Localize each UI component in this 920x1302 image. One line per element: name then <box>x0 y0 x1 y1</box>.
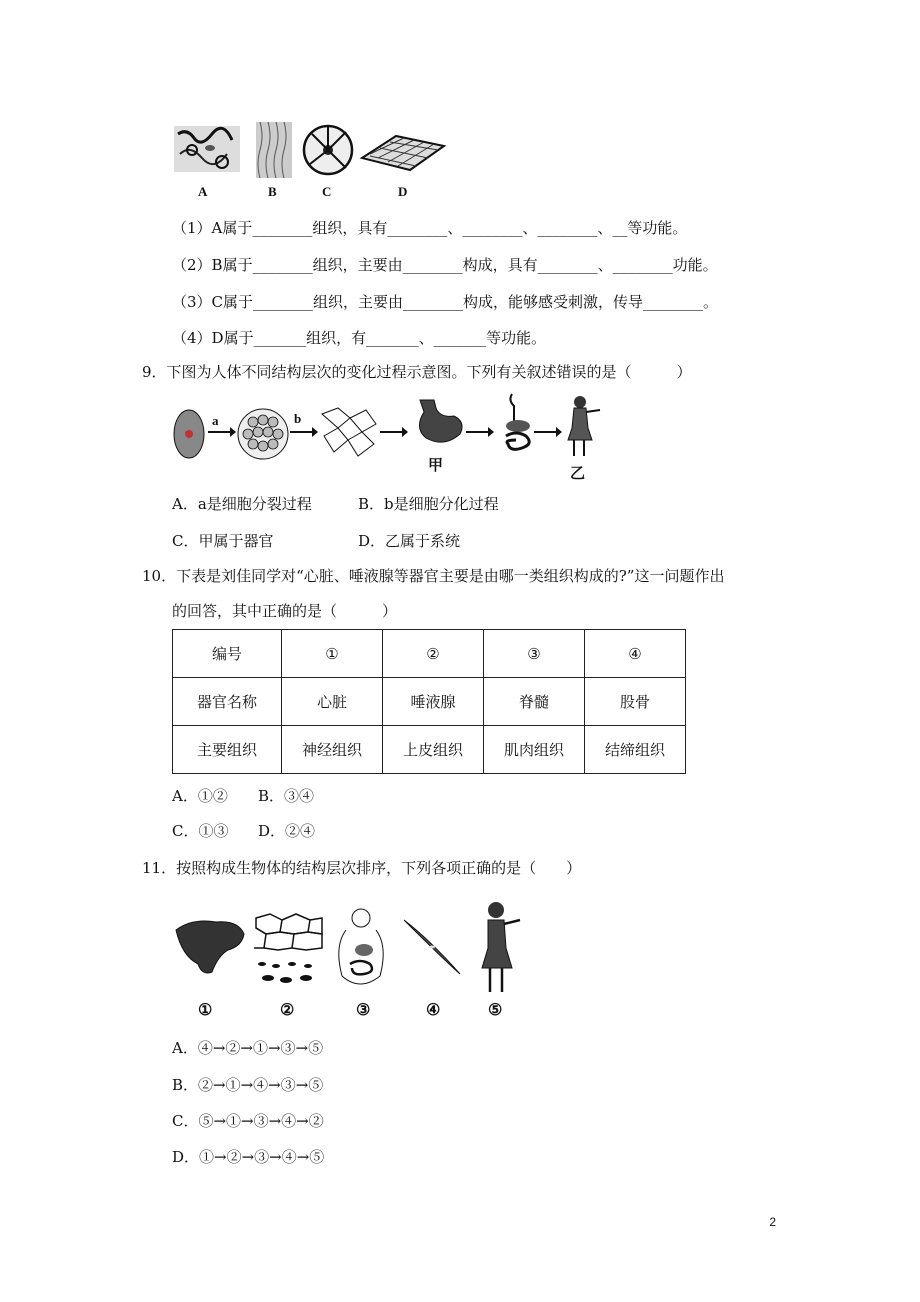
tissue-b-image <box>256 122 292 178</box>
q11-option-d: D．①→②→③→④→⑤ <box>172 1148 325 1166</box>
q8-item-2: （2）B属于________组织，主要由________构成，具有________、________功能。 <box>172 256 718 274</box>
table-cell: ③ <box>484 630 585 678</box>
q9-label-b: b <box>294 411 302 426</box>
stomach-image <box>410 398 466 446</box>
cell-cluster-image <box>236 404 290 464</box>
q11-label-2: ② <box>280 1002 295 1019</box>
table-cell: 心脏 <box>282 678 383 726</box>
fig8-label-a: A <box>198 184 208 199</box>
q11-option-a: A．④→②→①→③→⑤ <box>172 1039 324 1057</box>
muscle-cell-image <box>400 916 464 978</box>
table-row <box>173 726 686 774</box>
tissue-c-image <box>302 122 354 178</box>
q9-stem: 9．下图为人体不同结构层次的变化过程示意图。下列有关叙述错误的是（ ） <box>142 363 692 381</box>
q10-stem-line2: 的回答，其中正确的是（ ） <box>172 602 398 620</box>
arrow-icon <box>466 420 494 440</box>
q10-option-b: B．③④ <box>258 787 315 805</box>
table-cell: ② <box>383 630 484 678</box>
table-cell: ④ <box>585 630 686 678</box>
arrow-icon <box>534 420 562 440</box>
q11-option-c: C．⑤→①→③→④→② <box>172 1112 324 1130</box>
q9-option-b: B．b是细胞分化过程 <box>358 495 499 513</box>
q11-label-1: ① <box>198 1002 213 1019</box>
liver-image <box>172 916 246 978</box>
table-cell: 器官名称 <box>173 678 282 726</box>
q8-item-3: （3）C属于________组织，主要由________构成，能够感受刺激，传导________。 <box>172 293 719 311</box>
table-cell: 神经组织 <box>282 726 383 774</box>
table-row <box>173 630 686 678</box>
human-figure-image <box>478 900 522 996</box>
q11-label-5: ⑤ <box>488 1002 503 1019</box>
cell-image <box>172 408 206 460</box>
arrow-icon <box>380 420 408 440</box>
tissue-image <box>318 404 378 460</box>
fig8-label-d: D <box>398 184 408 199</box>
q10-option-d: D．②④ <box>258 822 316 840</box>
q9-label-a: a <box>212 413 219 428</box>
table-cell: 股骨 <box>585 678 686 726</box>
q9-option-a: A．a是细胞分裂过程 <box>172 495 312 513</box>
q10-option-a: A．①② <box>172 787 228 805</box>
table-cell: 上皮组织 <box>383 726 484 774</box>
table-cell: 主要组织 <box>173 726 282 774</box>
fig8-label-c: C <box>322 184 332 199</box>
epithelium-image <box>252 912 324 988</box>
table-row <box>173 678 686 726</box>
q9-label-jia: 甲 <box>428 458 444 474</box>
digestive-system-image <box>330 906 392 994</box>
table-cell: 结缔组织 <box>585 726 686 774</box>
q11-option-b: B．②→①→④→③→⑤ <box>172 1076 324 1094</box>
table-cell: ① <box>282 630 383 678</box>
tissue-d-image <box>358 132 448 172</box>
digestive-system-image <box>496 392 538 460</box>
q10-table <box>172 629 686 774</box>
tissue-a-image <box>172 124 242 174</box>
q8-item-4: （4）D属于_______组织，有_______、_______等功能。 <box>172 329 547 347</box>
human-figure-image <box>564 394 602 460</box>
fig8-label-b: B <box>268 184 277 199</box>
q11-label-3: ③ <box>356 1002 371 1019</box>
q9-option-d: D．乙属于系统 <box>358 532 461 550</box>
page-number: 2 <box>769 1215 776 1229</box>
table-cell: 编号 <box>173 630 282 678</box>
q9-option-c: C．甲属于器官 <box>172 532 274 550</box>
table-cell: 肌肉组织 <box>484 726 585 774</box>
q10-stem-line1: 10．下表是刘佳同学对“心脏、唾液腺等器官主要是由哪一类组织构成的?”这一问题作出 <box>142 567 725 585</box>
q8-item-1: （1）A属于________组织，具有________、________、________、__等功能。 <box>172 219 688 237</box>
q11-label-4: ④ <box>426 1002 441 1019</box>
q10-option-c: C．①③ <box>172 822 229 840</box>
q9-label-yi: 乙 <box>570 466 586 482</box>
q11-stem: 11．按照构成生物体的结构层次排序，下列各项正确的是（ ） <box>142 859 582 877</box>
table-cell: 脊髓 <box>484 678 585 726</box>
table-cell: 唾液腺 <box>383 678 484 726</box>
